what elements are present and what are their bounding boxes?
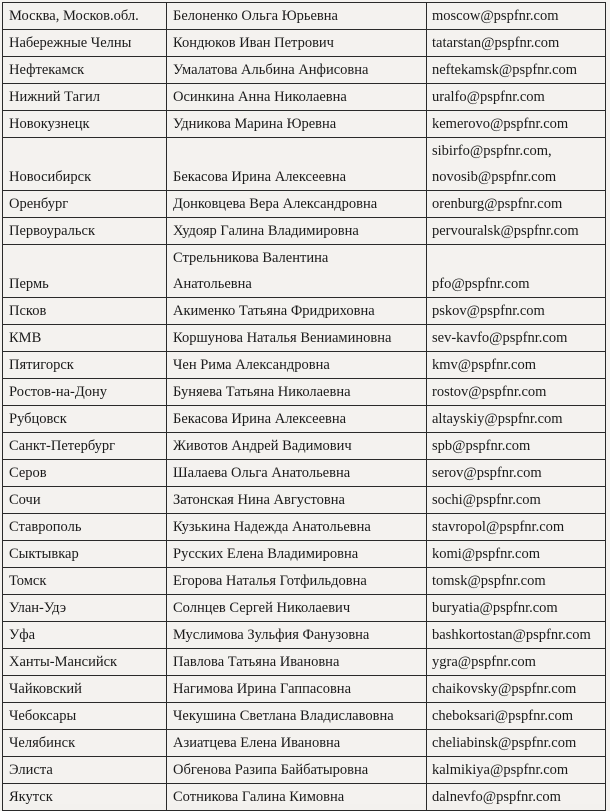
email-cell-line: ygra@pspfnr.com bbox=[432, 654, 536, 670]
email-cell bbox=[427, 784, 606, 811]
city-cell: Оренбург bbox=[3, 191, 167, 218]
table-row bbox=[3, 433, 606, 460]
table-row bbox=[3, 568, 606, 595]
email-cell bbox=[427, 730, 606, 757]
contact-name-cell bbox=[167, 138, 427, 191]
contact-name-cell-line: Акименко Татьяна Фридриховна bbox=[173, 303, 375, 319]
email-cell bbox=[427, 514, 606, 541]
city-cell: Элиста bbox=[3, 757, 167, 784]
contact-name-cell bbox=[167, 703, 427, 730]
contact-name-cell-line: Кондюков Иван Петрович bbox=[173, 35, 334, 51]
contact-name-cell bbox=[167, 730, 427, 757]
email-cell-line: spb@pspfnr.com bbox=[432, 438, 531, 454]
city-cell: Чебоксары bbox=[3, 703, 167, 730]
contact-name-cell-line: Животов Андрей Вадимович bbox=[173, 438, 352, 454]
email-cell bbox=[427, 57, 606, 84]
city-cell: Чайковский bbox=[3, 676, 167, 703]
table-row bbox=[3, 487, 606, 514]
contact-name-cell bbox=[167, 298, 427, 325]
table-row bbox=[3, 111, 606, 138]
contact-name-cell-line: Анатольевна bbox=[173, 276, 252, 292]
city-cell: Якутск bbox=[3, 784, 167, 811]
email-cell bbox=[427, 325, 606, 352]
contact-name-cell bbox=[167, 352, 427, 379]
email-cell-line: buryatia@pspfnr.com bbox=[432, 600, 558, 616]
contact-name-cell-line: Стрельникова Валентина bbox=[173, 250, 329, 266]
contact-name-cell bbox=[167, 245, 427, 298]
table-row bbox=[3, 84, 606, 111]
table-row bbox=[3, 649, 606, 676]
email-cell-line: pskov@pspfnr.com bbox=[432, 303, 545, 319]
city-cell: Ханты-Мансийск bbox=[3, 649, 167, 676]
table-row bbox=[3, 595, 606, 622]
email-cell bbox=[427, 3, 606, 30]
city-cell: Первоуральск bbox=[3, 218, 167, 245]
email-cell bbox=[427, 622, 606, 649]
city-cell: Рубцовск bbox=[3, 406, 167, 433]
city-cell: Новосибирск bbox=[3, 138, 167, 191]
email-cell bbox=[427, 676, 606, 703]
contact-name-cell-line: Чен Рима Александровна bbox=[173, 357, 330, 373]
email-cell-line: sochi@pspfnr.com bbox=[432, 492, 541, 508]
city-cell: Сыктывкар bbox=[3, 541, 167, 568]
contact-name-cell-line: Коршунова Наталья Вениаминовна bbox=[173, 330, 392, 346]
table-row bbox=[3, 406, 606, 433]
email-cell-line: kemerovo@pspfnr.com bbox=[432, 116, 569, 132]
city-cell: Нефтекамск bbox=[3, 57, 167, 84]
contact-name-cell-line: Донковцева Вера Александровна bbox=[173, 196, 378, 212]
contact-name-cell bbox=[167, 30, 427, 57]
contact-name-cell bbox=[167, 595, 427, 622]
city-cell: Челябинск bbox=[3, 730, 167, 757]
contact-name-cell-line: Павлова Татьяна Ивановна bbox=[173, 654, 340, 670]
contact-name-cell-line: Сотникова Галина Кимовна bbox=[173, 789, 345, 805]
email-cell-line: moscow@pspfnr.com bbox=[432, 8, 559, 24]
contact-name-cell-line: Кузькина Надежда Анатольевна bbox=[173, 519, 371, 535]
table-row bbox=[3, 218, 606, 245]
email-cell-line: neftekamsk@pspfnr.com bbox=[432, 62, 578, 78]
table-row bbox=[3, 541, 606, 568]
contact-name-cell-line: Затонская Нина Августовна bbox=[173, 492, 345, 508]
email-cell bbox=[427, 541, 606, 568]
contact-name-cell bbox=[167, 191, 427, 218]
contact-name-cell-line: Буняева Татьяна Николаевна bbox=[173, 384, 351, 400]
email-cell bbox=[427, 703, 606, 730]
contact-name-cell bbox=[167, 3, 427, 30]
contacts-table-body bbox=[3, 3, 606, 811]
email-cell bbox=[427, 30, 606, 57]
contact-name-cell bbox=[167, 568, 427, 595]
contact-name-cell bbox=[167, 433, 427, 460]
table-row bbox=[3, 325, 606, 352]
email-cell-line: sibirfo@pspfnr.com, bbox=[432, 143, 552, 159]
email-cell bbox=[427, 298, 606, 325]
city-cell: Набережные Челны bbox=[3, 30, 167, 57]
contact-name-cell bbox=[167, 487, 427, 514]
email-cell-line: sev-kavfo@pspfnr.com bbox=[432, 330, 568, 346]
email-cell-line: uralfo@pspfnr.com bbox=[432, 89, 545, 105]
email-cell bbox=[427, 406, 606, 433]
contact-name-cell-line: Русских Елена Владимировна bbox=[173, 546, 359, 562]
email-cell-line: cheboksari@pspfnr.com bbox=[432, 708, 573, 724]
contact-name-cell bbox=[167, 784, 427, 811]
table-row bbox=[3, 784, 606, 811]
email-cell bbox=[427, 84, 606, 111]
city-cell: Сочи bbox=[3, 487, 167, 514]
table-row bbox=[3, 514, 606, 541]
table-row bbox=[3, 460, 606, 487]
contact-name-cell-line: Муслимова Зульфия Фанузовна bbox=[173, 627, 370, 643]
contact-name-cell bbox=[167, 379, 427, 406]
contact-name-cell-line: Бекасова Ирина Алексеевна bbox=[173, 169, 347, 185]
table-row bbox=[3, 730, 606, 757]
contact-name-cell-line: Обгенова Разипа Байбатыровна bbox=[173, 762, 369, 778]
city-cell: Псков bbox=[3, 298, 167, 325]
contact-name-cell-line: Чекушина Светлана Владиславовна bbox=[173, 708, 394, 724]
contact-name-cell-line: Удникова Марина Юревна bbox=[173, 116, 337, 132]
city-cell: Уфа bbox=[3, 622, 167, 649]
contact-name-cell-line: Азиатцева Елена Ивановна bbox=[173, 735, 341, 751]
table-row bbox=[3, 245, 606, 298]
table-row bbox=[3, 138, 606, 191]
city-cell: Пятигорск bbox=[3, 352, 167, 379]
email-cell bbox=[427, 379, 606, 406]
city-cell: Санкт-Петербург bbox=[3, 433, 167, 460]
email-cell bbox=[427, 218, 606, 245]
contact-name-cell-line: Нагимова Ирина Гаппасовна bbox=[173, 681, 352, 697]
email-cell-line: cheliabinsk@pspfnr.com bbox=[432, 735, 577, 751]
contact-name-cell bbox=[167, 460, 427, 487]
contact-name-cell-line: Солнцев Сергей Николаевич bbox=[173, 600, 351, 616]
table-row bbox=[3, 30, 606, 57]
email-cell-line: komi@pspfnr.com bbox=[432, 546, 540, 562]
email-cell-line: rostov@pspfnr.com bbox=[432, 384, 547, 400]
table-row bbox=[3, 622, 606, 649]
email-cell bbox=[427, 757, 606, 784]
table-row bbox=[3, 379, 606, 406]
email-cell bbox=[427, 649, 606, 676]
contact-name-cell bbox=[167, 514, 427, 541]
email-cell-line: orenburg@pspfnr.com bbox=[432, 196, 563, 212]
table-row bbox=[3, 757, 606, 784]
contact-name-cell bbox=[167, 541, 427, 568]
contact-name-cell-line: Егорова Наталья Готфильдовна bbox=[173, 573, 367, 589]
city-cell: Пермь bbox=[3, 245, 167, 298]
email-cell-line: novosib@pspfnr.com bbox=[432, 169, 557, 185]
contact-name-cell bbox=[167, 218, 427, 245]
table-row bbox=[3, 191, 606, 218]
email-cell-line: pervouralsk@pspfnr.com bbox=[432, 223, 579, 239]
email-cell-line: kalmikiya@pspfnr.com bbox=[432, 762, 569, 778]
email-cell-line: pfo@pspfnr.com bbox=[432, 276, 530, 292]
email-cell bbox=[427, 245, 606, 298]
email-cell bbox=[427, 568, 606, 595]
email-cell bbox=[427, 191, 606, 218]
table-row bbox=[3, 352, 606, 379]
contact-name-cell-line: Умалатова Альбина Анфисовна bbox=[173, 62, 369, 78]
email-cell bbox=[427, 138, 606, 191]
email-cell-line: dalnevfo@pspfnr.com bbox=[432, 789, 561, 805]
table-row bbox=[3, 298, 606, 325]
city-cell: Новокузнецк bbox=[3, 111, 167, 138]
contact-name-cell bbox=[167, 622, 427, 649]
contact-name-cell-line: Белоненко Ольга Юрьевна bbox=[173, 8, 338, 24]
city-cell: Ростов-на-Дону bbox=[3, 379, 167, 406]
email-cell-line: tatarstan@pspfnr.com bbox=[432, 35, 560, 51]
email-cell-line: tomsk@pspfnr.com bbox=[432, 573, 546, 589]
email-cell-line: bashkortostan@pspfnr.com bbox=[432, 627, 591, 643]
email-cell bbox=[427, 487, 606, 514]
table-row bbox=[3, 703, 606, 730]
contact-name-cell bbox=[167, 406, 427, 433]
contact-name-cell bbox=[167, 676, 427, 703]
city-cell: Улан-Удэ bbox=[3, 595, 167, 622]
email-cell bbox=[427, 111, 606, 138]
contact-name-cell-line: Шалаева Ольга Анатольевна bbox=[173, 465, 351, 481]
email-cell-line: chaikovsky@pspfnr.com bbox=[432, 681, 577, 697]
email-cell bbox=[427, 433, 606, 460]
contact-name-cell bbox=[167, 649, 427, 676]
email-cell bbox=[427, 352, 606, 379]
contacts-table bbox=[2, 2, 606, 811]
email-cell bbox=[427, 595, 606, 622]
city-cell: Москва, Москов.обл. bbox=[3, 3, 167, 30]
table-row bbox=[3, 3, 606, 30]
contact-name-cell bbox=[167, 325, 427, 352]
city-cell: Серов bbox=[3, 460, 167, 487]
city-cell: КМВ bbox=[3, 325, 167, 352]
email-cell-line: stavropol@pspfnr.com bbox=[432, 519, 565, 535]
city-cell: Томск bbox=[3, 568, 167, 595]
email-cell-line: serov@pspfnr.com bbox=[432, 465, 542, 481]
city-cell: Ставрополь bbox=[3, 514, 167, 541]
email-cell-line: altayskiy@pspfnr.com bbox=[432, 411, 563, 427]
contact-name-cell-line: Бекасова Ирина Алексеевна bbox=[173, 411, 347, 427]
contact-name-cell bbox=[167, 84, 427, 111]
email-cell bbox=[427, 460, 606, 487]
table-row bbox=[3, 57, 606, 84]
contact-name-cell-line: Осинкина Анна Николаевна bbox=[173, 89, 347, 105]
table-row bbox=[3, 676, 606, 703]
email-cell-line: kmv@pspfnr.com bbox=[432, 357, 536, 373]
contact-name-cell-line: Худояр Галина Владимировна bbox=[173, 223, 359, 239]
contact-name-cell bbox=[167, 111, 427, 138]
contact-name-cell bbox=[167, 57, 427, 84]
contact-name-cell bbox=[167, 757, 427, 784]
city-cell: Нижний Тагил bbox=[3, 84, 167, 111]
